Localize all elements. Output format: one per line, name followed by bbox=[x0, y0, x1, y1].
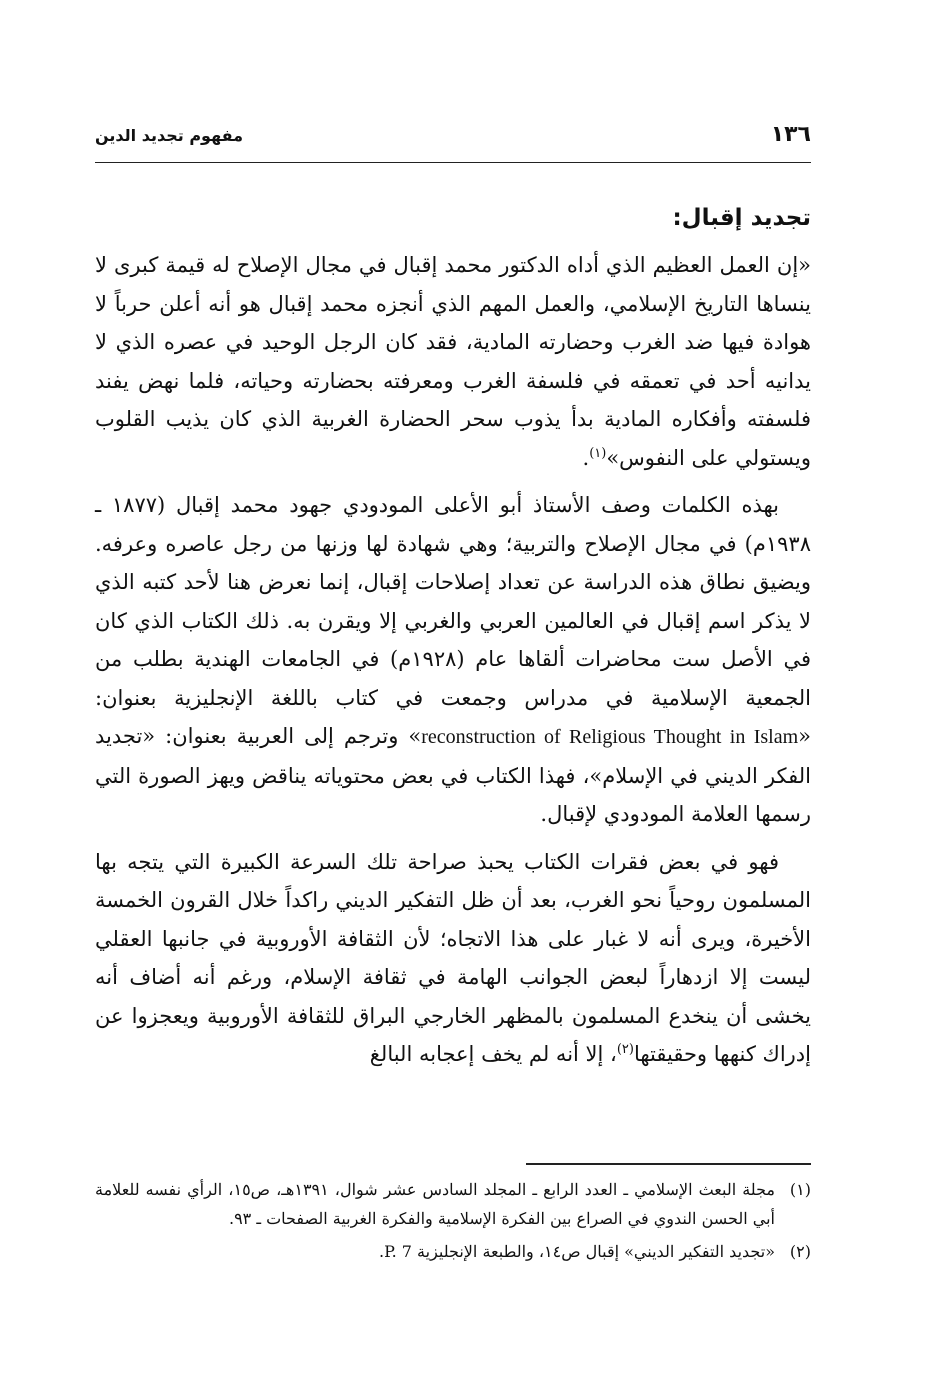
paragraph-text: «إن العمل العظيم الذي أداه الدكتور محمد إقبال في مجال الإصلاح له قيمة كبرى لا ينساها التاريخ الإسلامي، والعمل المهم الذي أنجزه محمد إقبال هو أنه أعلن حرباً لا هوادة فيها ضد الغرب وحضارته المادية، فقد كان الرجل الوحيد في عصره الذي لا يدانيه أحد في تعمقه في فلسفة الغرب ومعرفته بحضارته وحياته، فلما نهض يفند فلسفته وأفكاره المادية بدأ يذوب سحر الحضارة الغربية الذي كان يذيب القلوب ويستولي على النفوس» bbox=[95, 253, 811, 470]
page-number: ١٣٦ bbox=[770, 122, 811, 147]
paragraph-quote bbox=[95, 246, 811, 477]
footnote-number: (١) bbox=[789, 1180, 811, 1199]
footnote-item bbox=[95, 1237, 811, 1266]
footnote-number: (٢) bbox=[789, 1242, 811, 1261]
paragraph-text: ، إلا أنه لم يخف إعجابه البالغ bbox=[369, 1042, 617, 1066]
page-header bbox=[95, 118, 811, 163]
english-book-title: reconstruction of Religious Thought in Islam bbox=[421, 726, 799, 748]
paragraph-text: » وترجم إلى العربية بعنوان: «تجديد الفكر الديني في الإسلام»، فهذا الكتاب في بعض محتوياته يناقض ويهز الصورة التي رسمها العلامة المودودي لإقبال. bbox=[95, 724, 811, 826]
paragraph-text: فهو في بعض فقرات الكتاب يحبذ صراحة تلك السرعة الكبيرة التي يتجه بها المسلمون روحياً نحو الغرب، بعد أن ظل التفكير الديني راكداً خلال القرون الخمسة الأخيرة، ويرى أنه لا غبار على هذا الاتجاه؛ لأن الثقافة الأوروبية في جانبها العقلي ليست إلا ازدهاراً لبعض الجوانب الهامة في ثقافة الإسلام، ورغم أنه أضاف أنه يخشى أن ينخدع المسلمون بالمظهر الخارجي البراق للثقافة الأوروبية ويعجزوا عن إدراك كنهها وحقيقتها bbox=[95, 849, 811, 1066]
paragraph-text: بهذه الكلمات وصف الأستاذ أبو الأعلى المودودي جهود محمد إقبال (١٨٧٧ ـ ١٩٣٨م) في مجال الإصلاح والتربية؛ وهي شهادة لها وزنها من رجل عاصره وعرفه. ويضيق نطاق هذه الدراسة عن تعداد إصلاحات إقبال، إنما نعرض هنا لأحد كتبه الذي لا يذكر اسم إقبال في العالمين العربي والغربي إلا ويقرن به. ذلك الكتاب الذي كان في الأصل ست محاضرات ألقاها عام (١٩٢٨م) في الجامعات الهندية بطلب من الجمعية الإسلامية في مدراس وجمعت في كتاب باللغة الإنجليزية بعنوان: « bbox=[95, 493, 812, 748]
main-text bbox=[95, 196, 811, 1083]
section-title: تجديد إقبال: bbox=[672, 205, 811, 231]
footnote-text: مجلة البعث الإسلامي ـ العدد الرابع ـ المجلد السادس عشر شوال، ١٣٩١هـ، ص١٥، الرأي نفسه للعلامة أبي الحسن الندوي في الصراع بين الفكرة الإسلامية والفكرة الغربية الصفحات ـ ٩٣. bbox=[95, 1180, 776, 1228]
footnote-ref-1: (١) bbox=[589, 445, 607, 461]
paragraph-text: . bbox=[582, 445, 590, 470]
running-title: مفهوم تجديد الدين bbox=[95, 126, 244, 145]
paragraph-body bbox=[95, 843, 811, 1074]
footnote-divider bbox=[526, 1163, 811, 1165]
footnotes bbox=[95, 1163, 811, 1270]
footnote-item bbox=[95, 1175, 811, 1233]
footnote-text: «تجديد التفكير الديني» إقبال ص١٤، والطبعة الإنجليزية P. 7. bbox=[378, 1242, 775, 1261]
footnote-ref-2: (٢) bbox=[616, 1042, 634, 1057]
paragraph-body bbox=[95, 486, 811, 834]
